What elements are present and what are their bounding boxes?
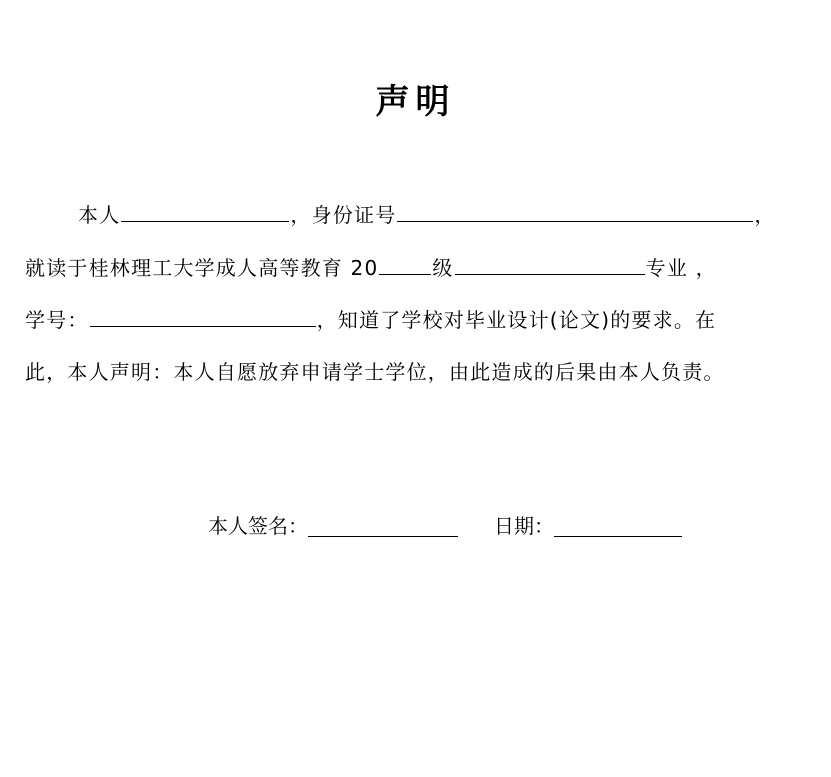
self-label: 本人: [78, 203, 121, 227]
id-number-blank[interactable]: [397, 201, 753, 222]
signature-label: 本人签名：: [208, 514, 308, 538]
date-blank[interactable]: [554, 514, 682, 537]
document-title: 声明: [375, 82, 456, 122]
statement-line-1: [78, 201, 776, 229]
student-id-label: 学号：: [25, 308, 89, 332]
major-blank[interactable]: [455, 254, 645, 275]
student-id-blank[interactable]: [90, 306, 316, 327]
name-blank[interactable]: [121, 201, 289, 222]
statement-line-4: [25, 358, 725, 386]
comma-text: ，: [754, 203, 776, 227]
id-number-label: ，身份证号: [290, 203, 397, 227]
grade-year-blank[interactable]: [379, 254, 431, 275]
date-label: 日期：: [494, 514, 554, 538]
statement-line-2: [25, 254, 717, 282]
signature-blank[interactable]: [308, 514, 458, 537]
enrolled-text: 就读于桂林理工大学成人高等教育 20: [25, 256, 379, 280]
major-label: 专业 ，: [645, 256, 717, 280]
statement-line-3: [25, 306, 716, 334]
declaration-text: 此，本人声明：本人自愿放弃申请学士学位，由此造成的后果由本人负责。: [25, 360, 725, 384]
requirement-text: ，知道了学校对毕业设计(论文)的要求。在: [316, 308, 717, 332]
signature-row: [208, 512, 682, 540]
grade-label: 级: [432, 256, 454, 280]
